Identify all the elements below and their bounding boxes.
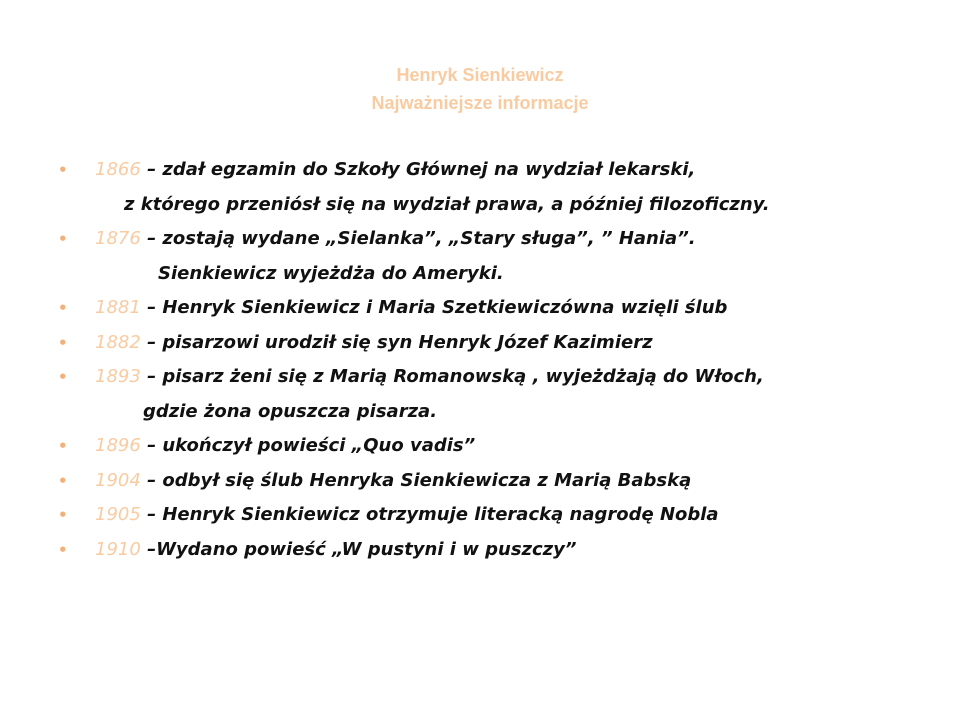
entry-year: 1866 — [95, 159, 141, 180]
entry-text: –Wydano powieść „W pustyni i w puszczy” — [140, 538, 577, 560]
list-item-1866 — [0, 153, 960, 188]
list-item-1910 — [0, 533, 960, 568]
entry-first-line — [95, 533, 577, 568]
entry-text: – pisarzowi urodził się syn Henryk Józef Kazimierz — [140, 331, 653, 353]
entry-text: – zostają wydane „Sielanka”, „Stary sługa”, ” Hania”. — [140, 228, 696, 249]
bullet-icon: • — [58, 471, 68, 490]
entry-text: – odbył się ślub Henryka Sienkiewicza z Marią Babską — [140, 469, 692, 491]
entry-year: 1905 — [95, 504, 141, 525]
list-item-1905 — [0, 498, 960, 533]
entry-first-line — [95, 222, 696, 257]
bullet-icon: • — [58, 161, 68, 179]
list-item-1881 — [0, 291, 960, 326]
entry-text: – ukończył powieści „Quo vadis” — [140, 435, 476, 456]
entry-year: 1904 — [95, 469, 141, 491]
entry-first-line — [95, 291, 727, 326]
entry-year: 1876 — [95, 228, 141, 249]
entry-continuation: gdzie żona opuszcza pisarza. — [143, 400, 438, 422]
bullet-icon: • — [58, 333, 68, 352]
title-line-subtitle: Najważniejsze informacje — [371, 93, 589, 113]
entry-continuation: Sienkiewicz wyjeżdża do Ameryki. — [158, 262, 504, 284]
entry-continuation: z którego przeniósł się na wydział prawa, a później filozoficzny. — [124, 193, 770, 215]
entry-first-line — [95, 464, 691, 499]
list-item-1866-continuation — [0, 188, 960, 223]
bullet-icon: • — [58, 437, 68, 455]
list-item-1893 — [0, 360, 960, 395]
bullet-icon: • — [58, 299, 68, 317]
entry-first-line — [95, 498, 719, 533]
entry-year: 1910 — [95, 538, 141, 560]
entry-year: 1881 — [95, 297, 141, 318]
slide-title — [0, 61, 960, 117]
list-item-1896 — [0, 429, 960, 464]
title-line-author: Henryk Sienkiewicz — [396, 65, 564, 85]
entry-text: – pisarz żeni się z Marią Romanowską , wyjeżdżają do Włoch, — [140, 366, 764, 387]
bullet-icon: • — [58, 540, 68, 559]
entry-year: 1893 — [95, 366, 141, 387]
list-item-1904 — [0, 464, 960, 499]
timeline-list — [0, 153, 960, 567]
bullet-icon: • — [58, 368, 68, 386]
entry-text: – Henryk Sienkiewicz i Maria Szetkiewiczówna wzięli ślub — [140, 297, 728, 318]
list-item-1893-continuation — [0, 395, 960, 430]
entry-text: – zdał egzamin do Szkoły Głównej na wydział lekarski, — [140, 159, 696, 180]
entry-text: – Henryk Sienkiewicz otrzymuje literacką nagrodę Nobla — [140, 504, 719, 525]
bullet-icon: • — [58, 506, 68, 524]
list-item-1882 — [0, 326, 960, 361]
list-item-1876 — [0, 222, 960, 257]
entry-first-line — [95, 360, 764, 395]
entry-year: 1896 — [95, 435, 141, 456]
entry-year: 1882 — [95, 331, 141, 353]
list-item-1876-continuation — [0, 257, 960, 292]
bullet-icon: • — [58, 230, 68, 248]
entry-first-line — [95, 153, 695, 188]
entry-first-line — [95, 429, 475, 464]
entry-first-line — [95, 326, 653, 361]
